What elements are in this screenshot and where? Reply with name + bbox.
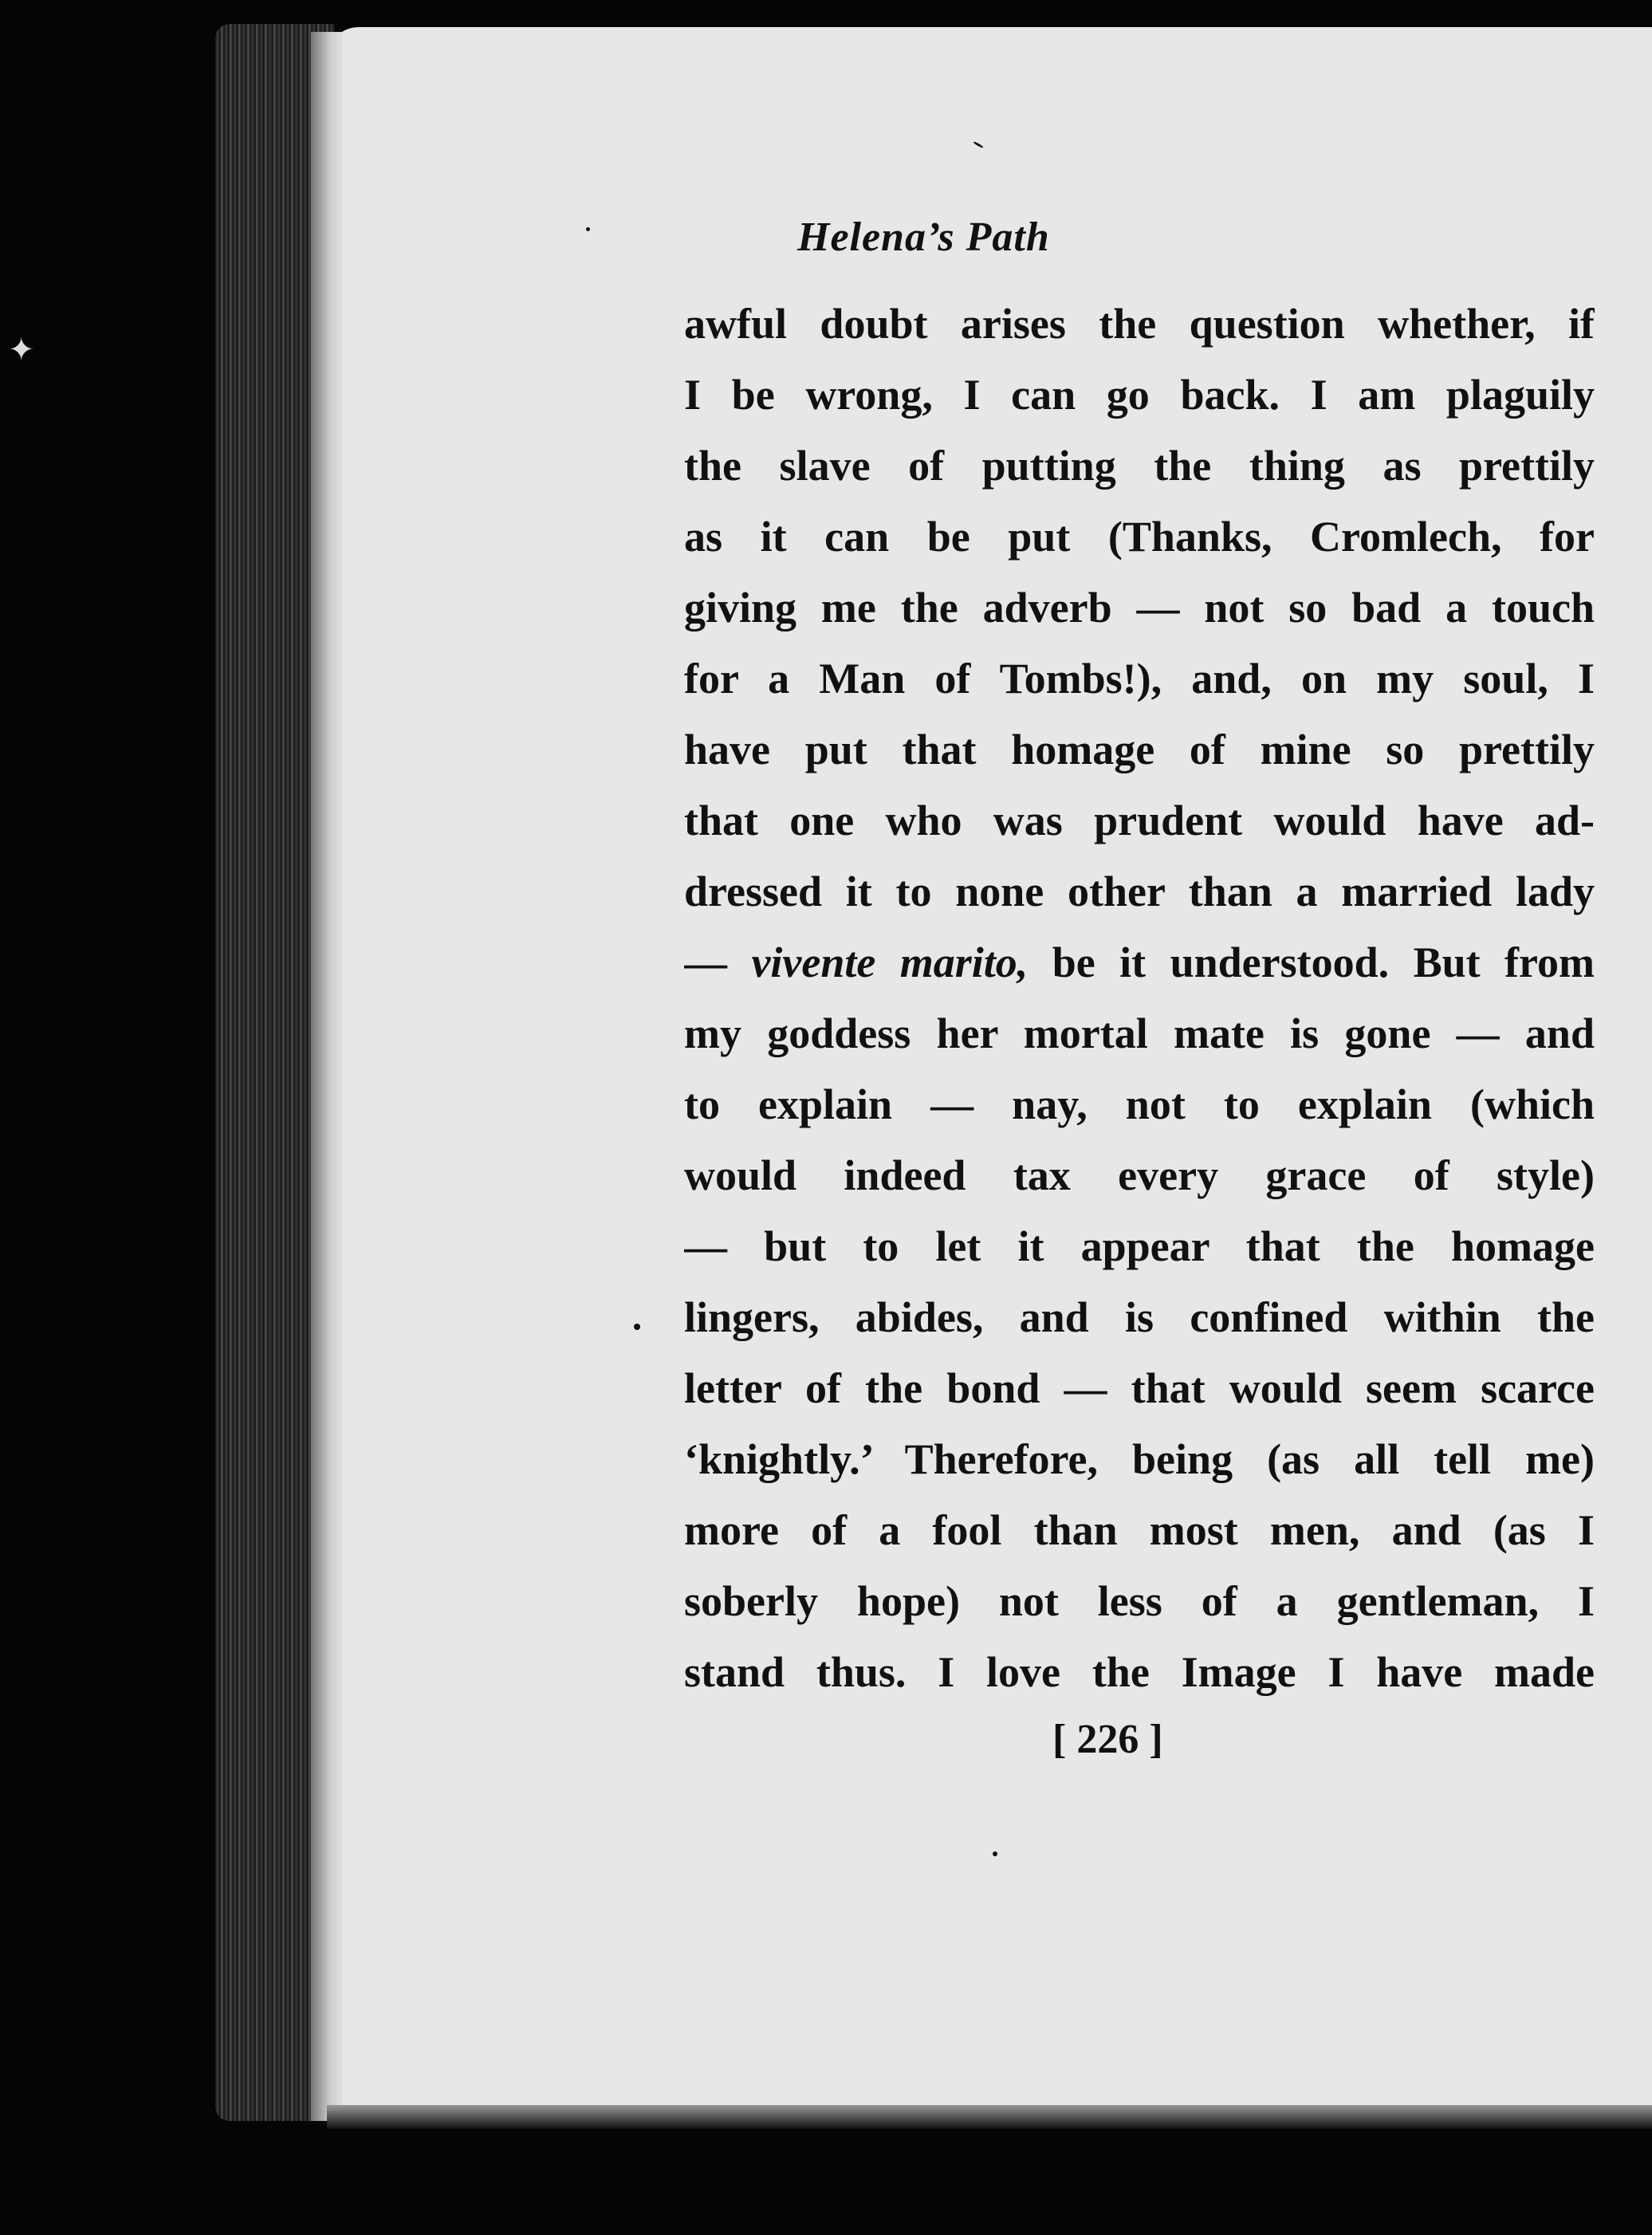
text-line: awful doubt arises the question whether, if <box>684 300 1595 348</box>
text-line: more of a fool than most men, and (as I <box>684 1506 1595 1554</box>
text-line: giving me the adverb — not so bad a touch <box>684 584 1595 632</box>
scan-speck <box>586 227 590 231</box>
text-line: lingers, abides, and is confined within the <box>684 1293 1595 1341</box>
text-line: ‘knightly.’ Therefore, being (as all tell me) <box>684 1435 1595 1483</box>
text-line: have put that homage of mine so prettily <box>684 726 1595 773</box>
line-rest: be it understood. But from <box>1028 938 1595 986</box>
scan-speck <box>993 1851 997 1856</box>
text-line: soberly hope) not less of a gentleman, I <box>684 1577 1595 1625</box>
text-line: as it can be put (Thanks, Cromlech, for <box>684 513 1595 561</box>
dash: — <box>684 938 752 986</box>
page-number: [ 226 ] <box>1052 1717 1163 1762</box>
scan-speck <box>634 1324 640 1330</box>
body-text <box>684 289 1595 1708</box>
text-line: for a Man of Tombs!), and, on my soul, I <box>684 655 1595 702</box>
italic-phrase: vivente marito, <box>751 938 1029 986</box>
text-line: to explain — nay, not to explain (which <box>684 1080 1595 1128</box>
book-gutter-shadow <box>311 32 343 2121</box>
text-line: letter of the bond — that would seem scarce <box>684 1364 1595 1412</box>
text-line: my goddess her mortal mate is gone — and <box>684 1009 1595 1057</box>
running-head: Helena’s Path <box>797 214 1050 260</box>
text-line: dressed it to none other than a married lady <box>684 868 1595 915</box>
text-line: stand thus. I love the Image I have made <box>684 1648 1595 1696</box>
scan-mark-icon: ✦ <box>8 332 35 368</box>
text-line: — but to let it appear that the homage <box>684 1222 1595 1270</box>
text-line: that one who was prudent would have ad- <box>684 797 1595 844</box>
text-line: I be wrong, I can go back. I am plaguily <box>684 371 1595 419</box>
page-bottom-edge <box>327 2105 1652 2129</box>
text-line: would indeed tax every grace of style) <box>684 1151 1595 1199</box>
text-line-with-italic <box>684 927 1595 998</box>
text-line: the slave of putting the thing as prettily <box>684 442 1595 490</box>
